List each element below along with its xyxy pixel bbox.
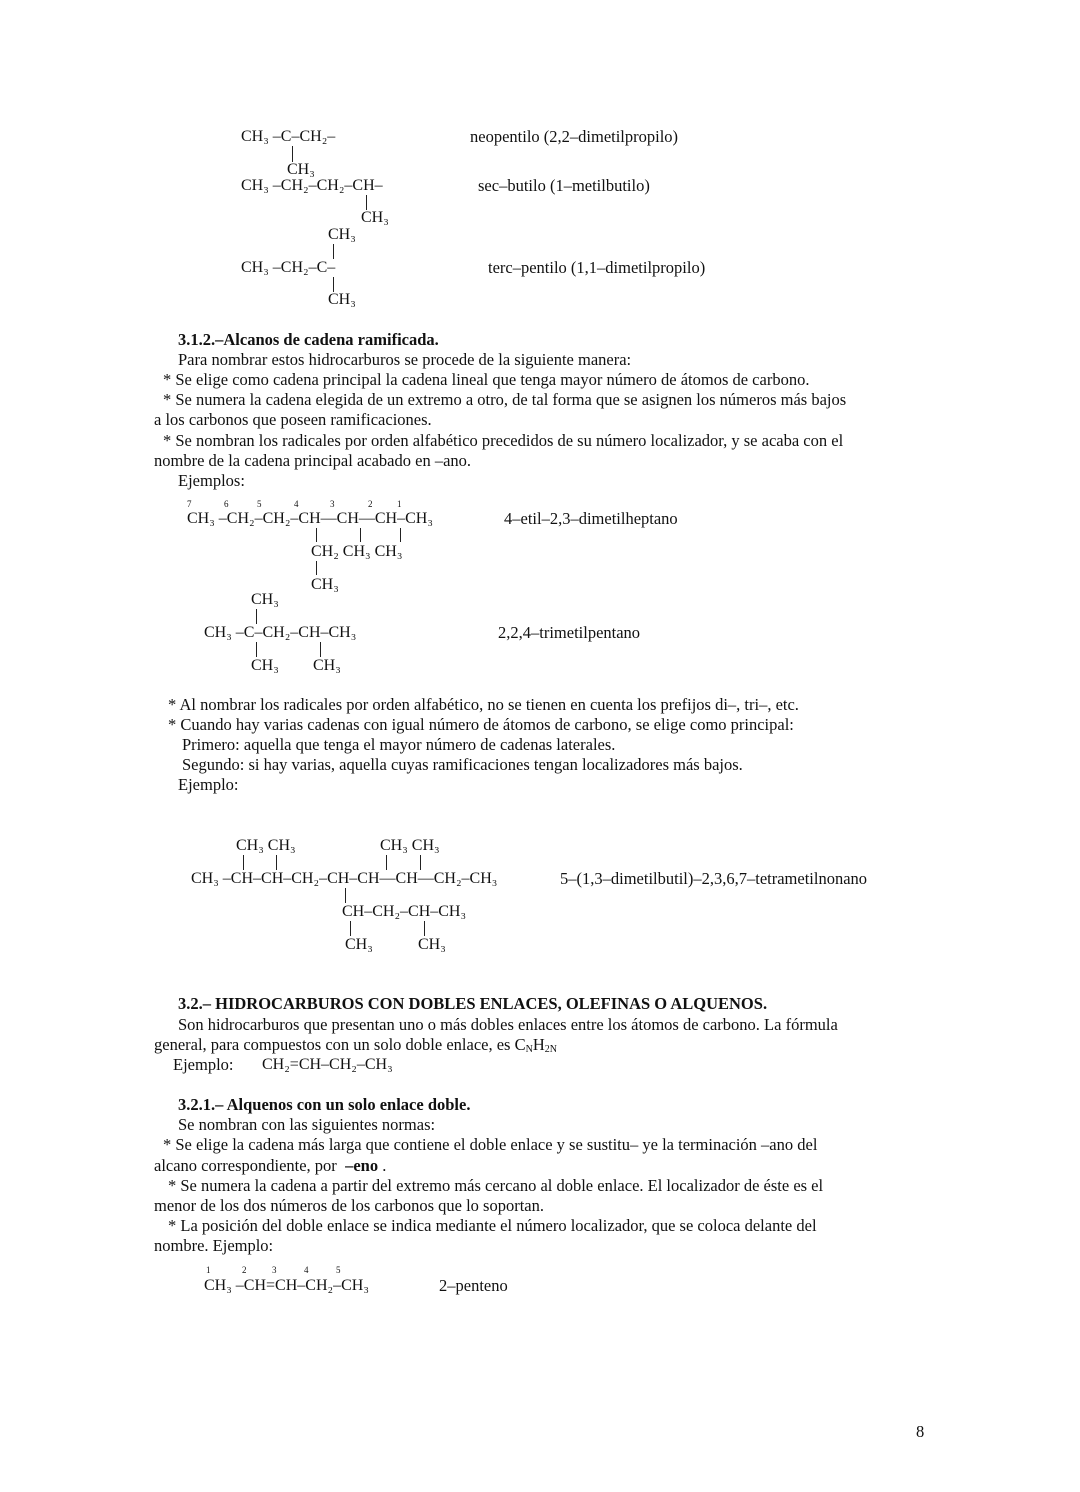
paragraph: * La posición del doble enlace se indica mediante el número localizador, que se coloca delante del (168, 1216, 817, 1235)
bond-line (256, 609, 257, 624)
section-heading: 3.2.– HIDROCARBUROS CON DOBLES ENLACES, OLEFINAS O ALQUENOS. (178, 994, 768, 1013)
bond-line (316, 561, 317, 575)
compound-name: 4–etil–2,3–dimetilheptano (504, 509, 678, 528)
radical-name: terc–pentilo (1,1–dimetilpropilo) (488, 258, 706, 277)
locant: 7 (187, 499, 192, 509)
locant: 3 (330, 499, 335, 509)
paragraph-text: H (532, 1035, 545, 1054)
locant: 1 (206, 1265, 211, 1275)
formula: CH₃ (328, 226, 356, 243)
bond-line (320, 642, 321, 657)
radical-name: neopentilo (2,2–dimetilpropilo) (470, 127, 679, 146)
bond-line (333, 277, 334, 292)
formula: CH₃ (287, 161, 315, 178)
paragraph-text: general, para compuestos con un solo doble enlace, es C (154, 1035, 526, 1054)
bold-suffix: –eno (345, 1156, 379, 1175)
paragraph: * Cuando hay varias cadenas con igual número de átomos de carbono, se elige como principal: (168, 715, 794, 734)
paragraph: Se nombran con las siguientes normas: (178, 1115, 436, 1134)
formula: CH₃ –CH–CH–CH₂–CH–CH—CH—CH₂–CH₃ (191, 870, 498, 887)
bond-line (243, 855, 244, 870)
locant: 2 (368, 499, 373, 509)
paragraph: Son hidrocarburos que presentan uno o más dobles enlaces entre los átomos de carbono. La fórmula (178, 1015, 838, 1034)
compound-name: 2,2,4–trimetilpentano (498, 623, 641, 642)
bond-line (316, 528, 317, 542)
bond-line (366, 195, 367, 210)
paragraph: Segundo: si hay varias, aquella cuyas ramificaciones tengan localizadores más bajos. (182, 755, 743, 774)
formula: CH₃ –CH₂–CH₂–CH– (241, 177, 383, 194)
paragraph: Para nombrar estos hidrocarburos se procede de la siguiente manera: (178, 350, 632, 369)
formula: CH₃ –C–CH₂– (241, 128, 336, 145)
paragraph: * Se elige como cadena principal la cadena lineal que tenga mayor número de átomos de carbono. (163, 370, 810, 389)
paragraph: nombre de la cadena principal acabado en –ano. (154, 451, 472, 470)
subscript: 2N (544, 1044, 557, 1055)
subscript: N (525, 1044, 533, 1055)
formula: CH₃ –CH₂–C– (241, 259, 336, 276)
bond-line (424, 921, 425, 936)
formula: CH₃ –CH₂–CH₂–CH—CH—CH–CH₃ (187, 510, 433, 527)
paragraph: * Se elige la cadena más larga que contiene el doble enlace y se sustitu– ye la terminación –ano del (163, 1135, 818, 1154)
formula: CH₃ CH₃ (236, 837, 296, 854)
formula: CH₃ (361, 209, 389, 226)
bond-line (345, 888, 346, 903)
locant: 4 (304, 1265, 309, 1275)
formula: CH₃ (313, 657, 341, 674)
formula: CH₃ (328, 291, 356, 308)
locant: 2 (242, 1265, 247, 1275)
paragraph: * Al nombrar los radicales por orden alfabético, no se tienen en cuenta los prefijos di–, tri–, etc. (168, 695, 799, 714)
paragraph: * Se numera la cadena a partir del extremo más cercano al doble enlace. El localizador de éste es el (168, 1176, 824, 1195)
paragraph: a los carbonos que poseen ramificaciones. (154, 410, 432, 429)
bond-line (292, 146, 293, 162)
bond-line (350, 921, 351, 936)
section-heading: 3.2.1.– Alquenos con un solo enlace doble. (178, 1095, 471, 1114)
radical-name: sec–butilo (1–metilbutilo) (478, 176, 650, 195)
locant: 4 (294, 499, 299, 509)
paragraph (154, 1035, 557, 1055)
bond-line (420, 855, 421, 870)
formula: CH₃ CH₃ (380, 837, 440, 854)
locant: 6 (224, 499, 229, 509)
bond-line (256, 642, 257, 657)
compound-name: 5–(1,3–dimetilbutil)–2,3,6,7–tetrametilnonano (560, 869, 868, 888)
paragraph-text: alcano correspondiente, por (154, 1156, 337, 1175)
section-heading: 3.1.2.–Alcanos de cadena ramificada. (178, 330, 439, 349)
bond-line (386, 855, 387, 870)
example-label: Ejemplo: (173, 1055, 234, 1074)
formula: CH₃ –C–CH₂–CH–CH₃ (204, 624, 357, 641)
formula: CH₃ (251, 657, 279, 674)
paragraph: nombre. Ejemplo: (154, 1236, 274, 1255)
compound-name: 2–penteno (439, 1276, 508, 1295)
locant: 5 (257, 499, 262, 509)
example-label: Ejemplo: (178, 775, 239, 794)
locant: 1 (397, 499, 402, 509)
formula: CH–CH₂–CH–CH₃ (342, 903, 467, 920)
paragraph: * Se numera la cadena elegida de un extremo a otro, de tal forma que se asignen los números más bajos (163, 390, 847, 409)
page-number: 8 (916, 1422, 925, 1441)
formula: CH₂ CH₃ CH₃ (311, 543, 403, 560)
bond-line (333, 244, 334, 259)
examples-label: Ejemplos: (178, 471, 245, 490)
bond-line (400, 528, 401, 542)
paragraph: Primero: aquella que tenga el mayor número de cadenas laterales. (182, 735, 616, 754)
locant: 3 (272, 1265, 277, 1275)
formula: CH₃ –CH=CH–CH₂–CH₃ (204, 1277, 369, 1294)
formula: CH₃ (311, 576, 339, 593)
formula: CH₂=CH–CH₂–CH₃ (262, 1056, 393, 1073)
formula: CH₃ (251, 591, 279, 608)
paragraph: menor de los dos números de los carbonos que lo soportan. (154, 1196, 544, 1215)
locant: 5 (336, 1265, 341, 1275)
paragraph: alcano correspondiente, por –eno . (154, 1156, 387, 1175)
paragraph: * Se nombran los radicales por orden alfabético precedidos de su número localizador, y se acaba con el (163, 431, 844, 450)
bond-line (360, 528, 361, 542)
formula: CH₃ (418, 936, 446, 953)
bond-line (276, 855, 277, 870)
formula: CH₃ (345, 936, 373, 953)
